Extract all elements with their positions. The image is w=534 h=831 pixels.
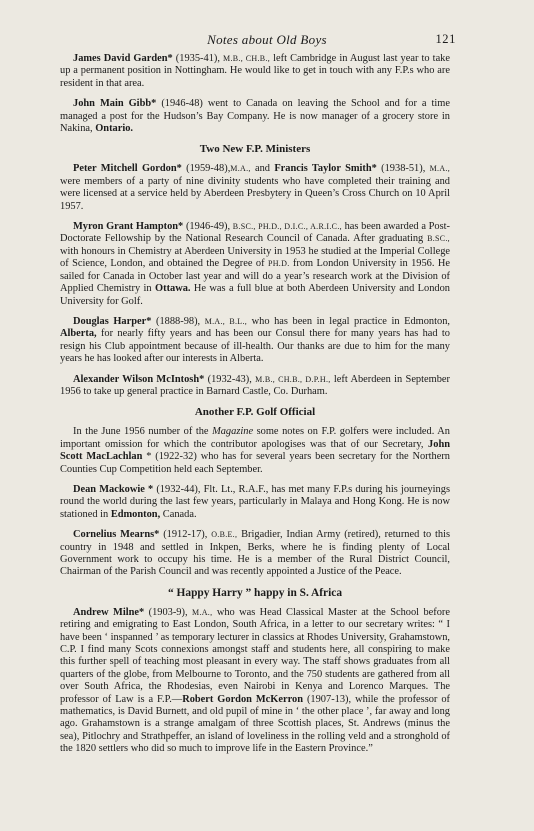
section-heading-golf: Another F.P. Golf Official bbox=[194, 406, 316, 419]
person-name: Andrew Milne* bbox=[73, 606, 145, 618]
person-name: John Main Gibb* bbox=[73, 98, 157, 110]
page-number: 121 bbox=[435, 32, 456, 46]
person-name: Alexander Wilson McIntosh* bbox=[73, 373, 205, 385]
entry-milne: Andrew Milne* (1903-9), M.A., who was Head Classical Master at the School before retiring and emigrating to East London, South Africa, in a letter to our secretary writes: “ I have been ‘ inspanned ’ as temporary lecturer in classics at Rhodes University, Grahamstown, C.P. I find many Scots connexions amongst staff and students here, all conspiring to make this further spell of teaching most pleasant in every way. The staff shows graduates from all quarters of the globe, from Melbourne to Toronto, and the 750 students are gathered from all over South Africa, the Rhodesias, even Nairobi in Kenya and Lorenco Marques. The professor of Law is a F.P.—Robert Gordon McKerron (1907-13), while the professor of mathematics, is David Burnett, and old pupil of mine in ‘ the other place ’, far away and long ago. Grahamstown is a strange amalgam of three Scottish places, St. Andrews (minus the sea), Pitlochry and Strathpeffer, an island of loveliness in the rolling veld and a stronghold of the 1820 settlers who did so much to improve life in the Eastern Province.” bbox=[60, 606, 451, 755]
entry-garden: James David Garden* (1935-41), M.B., CH.B., left Cambridge in August last year to take up a permanent position in Nottingham. He would like to get in touch with any F.P.s who are resident in that area. bbox=[60, 53, 450, 89]
person-name: Robert Gordon McKerron bbox=[182, 693, 303, 705]
entry-hampton: Myron Grant Hampton* (1946-49), B.SC., PH.D., D.I.C., A.R.I.C., has been awarded a Post-Doctorate Fellowship by the National Research Council of Canada. After graduating B.SC., with honours in Chemistry at Aberdeen University in 1953 he studied at the Imperial College of Science, London, and obtained the Degree of PH.D. from London University in 1956. He sailed for Canada in October last year and will do a year’s research work at the Division of Applied Chemistry in Ottawa. He was a full blue at both Aberdeen University and London University for Golf. bbox=[60, 221, 450, 307]
person-name: Douglas Harper* bbox=[73, 315, 152, 327]
person-name: Peter Mitchell Gordon* bbox=[73, 163, 182, 175]
entry-gibb: John Main Gibb* (1946-48) went to Canada on leaving the School and for a time managed a post for the Hudson’s Bay Company. He is now manager of a grocery store in Nakina, Ontario. bbox=[60, 98, 450, 135]
person-name: Cornelius Mearns* bbox=[73, 529, 160, 541]
person-name: John Scott MacLachlan bbox=[60, 438, 450, 463]
person-name: Dean Mackowie * bbox=[73, 483, 154, 495]
entry-mearns: Cornelius Mearns* (1912-17), O.B.E., Brigadier, Indian Army (retired), returned to this country in 1948 and settled in Inkpen, Berks, where he is finding plenty of Local Government work to occupy his time. He is a member of the Rural District Council, Chairman of the Parish Council and was recently appointed a Justice of the Peace. bbox=[60, 529, 451, 578]
entry-harper: Douglas Harper* (1888-98), M.A., B.L., who has been in legal practice in Edmonton, Alberta, for nearly fifty years and has been our Consul there for many years has had to resign his Club appointment because of ill-health. Our thanks are due to him for the many years he has looked after our interests in Alberta. bbox=[60, 315, 450, 365]
entry-gordon-smith: Peter Mitchell Gordon* (1959-48),M.A., and Francis Taylor Smith* (1938-51), M.A., were members of a party of nine divinity students who have completed their training and were licensed at a service held by Aberdeen Presbytery in Queen’s Cross Church on 10 April 1957. bbox=[60, 163, 451, 212]
running-header bbox=[0, 32, 534, 48]
entry-mackowie: Dean Mackowie * (1932-44), Flt. Lt., R.A.F., has met many F.P.s during his journeyings round the world during the last few years, particularly in Malaya and Hong Kong. He is now stationed in Edmonton, Canada. bbox=[60, 483, 450, 520]
running-title: Notes about Old Boys bbox=[207, 32, 327, 47]
section-heading-africa: “ Happy Harry ” happy in S. Africa bbox=[167, 586, 343, 599]
person-name: Myron Grant Hampton* bbox=[73, 221, 184, 233]
person-name: Francis Taylor Smith* bbox=[274, 163, 377, 175]
section-heading-ministers: Two New F.P. Ministers bbox=[199, 143, 311, 156]
entry-mcintosh: Alexander Wilson McIntosh* (1932-43), M.B., CH.B., D.P.H., left Aberdeen in September 1956 to take up general practice in Barnard Castle, Co. Durham. bbox=[60, 373, 450, 397]
entry-maclachlan: In the June 1956 number of the Magazine some notes on F.P. golfers were included. An important omission for which the contributor apologises was that of our Secretary, John Scott MacLachlan * (1922-32) who has for several years been secretary for the Northern Counties Cup Competition held each September. bbox=[60, 426, 450, 475]
article-body bbox=[60, 53, 450, 764]
person-name: James David Garden* bbox=[73, 53, 173, 64]
